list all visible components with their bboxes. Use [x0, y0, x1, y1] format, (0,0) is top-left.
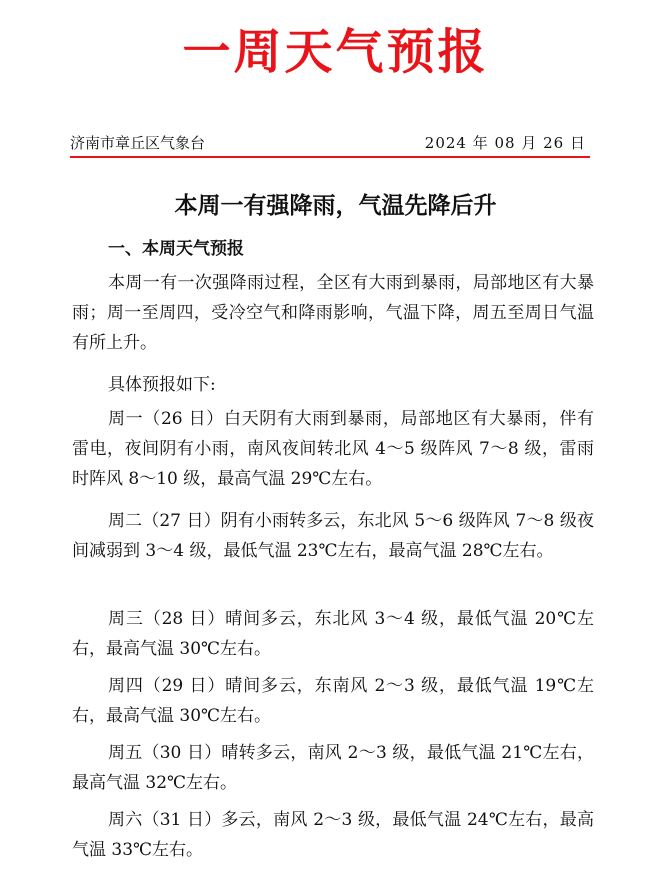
- red-divider-rule: [70, 156, 590, 158]
- paragraph-thursday: 周四（29 日）晴间多云，东南风 2～3 级，最低气温 19℃左右，最高气温 30℃左右。: [72, 676, 594, 726]
- issue-date: 2024 年 08 月 26 日: [424, 134, 586, 152]
- paragraph-tuesday: 周二（27 日）阴有小雨转多云，东北风 5～6 级阵风 7～8 级夜间减弱到 3～4 级，最低气温 23℃左右，最高气温 28℃左右。: [72, 511, 594, 561]
- paragraph-intro: 具体预报如下:: [108, 375, 216, 395]
- paragraph-overview: 本周一有一次强降雨过程，全区有大雨到暴雨，局部地区有大暴雨；周一至周四，受冷空气和降雨影响，气温下降，周五至周日气温有所上升。: [72, 273, 594, 353]
- issuer-date-row: [70, 132, 590, 154]
- paragraph-saturday: 周六（31 日）多云，南风 2～3 级，最低气温 24℃左右，最高气温 33℃左右。: [72, 810, 594, 860]
- issuer-name: 济南市章丘区气象台: [70, 134, 206, 152]
- section-heading: 一、本周天气预报: [108, 239, 244, 259]
- paragraph-wednesday: 周三（28 日）晴间多云，东北风 3～4 级，最低气温 20℃左右，最高气温 30℃左右。: [72, 609, 594, 659]
- headline: 本周一有强降雨，气温先降后升: [174, 193, 497, 219]
- paragraph-friday: 周五（30 日）晴转多云，南风 2～3 级，最低气温 21℃左右，最高气温 32℃左右。: [72, 743, 594, 793]
- paragraph-monday: 周一（26 日）白天阴有大雨到暴雨，局部地区有大暴雨，伴有雷电，夜间阴有小雨，南风夜间转北风 4～5 级阵风 7～8 级，雷雨时阵风 8～10 级，最高气温 29℃左右。: [72, 409, 594, 489]
- masthead-title: 一周天气预报: [182, 24, 489, 80]
